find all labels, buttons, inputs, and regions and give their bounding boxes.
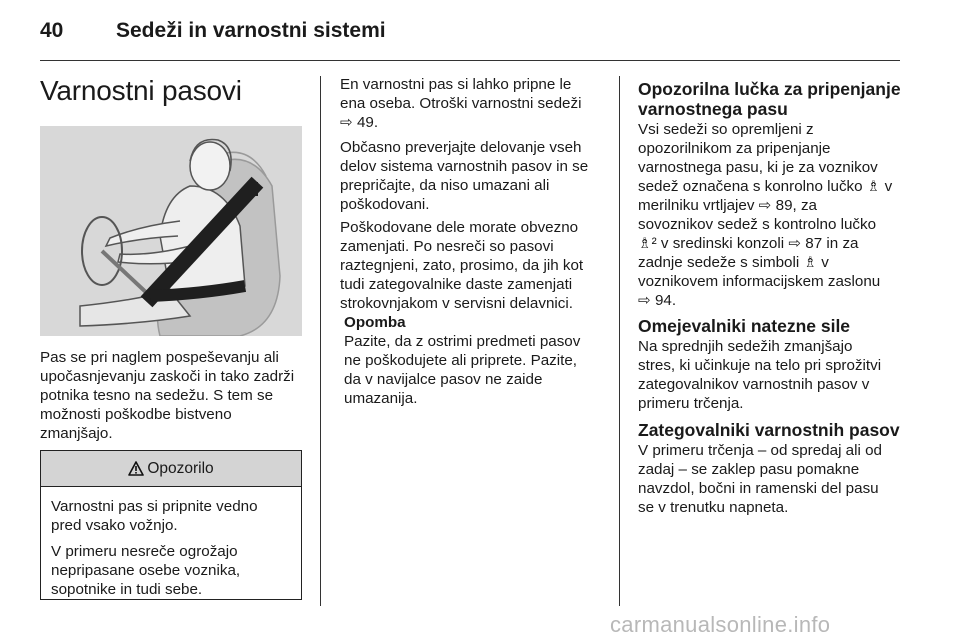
- section-title: Varnostni pasovi: [40, 75, 242, 106]
- note-title: Opomba: [344, 314, 406, 331]
- col2-paragraph-3: Poškodovane dele morate obvezno zamenjati. Po nesreči so pasovi raztegnjeni, zato, prosimo, da jih kot tudi zategovalnike daste zamenjati strokovnjakom v servisni delavnici.: [340, 219, 584, 312]
- seatbelt-driver-illustration: [40, 126, 302, 336]
- warning-text-1: Varnostni pas si pripnite vedno pred vsako vožnjo.: [51, 498, 258, 534]
- heading-pretensioners: Zategovalniki varnostnih pasov: [638, 420, 900, 440]
- heading-force-limiters: Omejevalniki natezne sile: [638, 316, 851, 336]
- heading-belt-warning-lamp: Opozorilna lučka za pripenjanje varnostnega pasu: [638, 79, 901, 119]
- column-divider-1: [320, 76, 321, 606]
- note-text: Pazite, da z ostrimi predmeti pasov ne poškodujete ali priprete. Pazite, da v navijalce pasov ne zaide umazanija.: [344, 333, 581, 407]
- page-number: 40: [40, 19, 64, 42]
- col2-paragraph-1: En varnostni pas si lahko pripne le ena oseba. Otroški varnostni sedeži ⇨ 49.: [340, 76, 582, 131]
- warning-header: [41, 451, 301, 487]
- warning-triangle-icon: [128, 461, 144, 476]
- warning-body: [41, 487, 301, 599]
- pretensioners-paragraph: V primeru trčenja – od spredaj ali od zadaj – se zaklep pasu pomakne navzdol, bočni in ramenski del pasu se v trenutku napneta.: [638, 442, 882, 516]
- warning-title: Opozorilo: [147, 459, 214, 477]
- intro-paragraph: Pas se pri naglem pospeševanju ali upočasnjevanju zaskoči in tako zadrži potnika tesno na sedežu. S tem se možnosti poškodbe bistveno zmanjšajo.: [40, 349, 295, 442]
- belt-warning-paragraph: Vsi sedeži so opremljeni z opozorilnikom za pripenjanje varnostnega pasu, ki je za voznikov sedež označena s konrolno lučko ♗ v merilniku vrtljajev ⇨ 89, za sovoznikov sedež s kontrolno lučko ♗² v sredinski konzoli ⇨ 87 in za zadnje sedeže s simboli ♗ v voznikovem informacijskem zaslonu ⇨ 94.: [638, 121, 893, 309]
- warning-text-2: V primeru nesreče ogrožajo nepripasane osebe voznika, sopotnike in tudi sebe.: [51, 543, 241, 598]
- col2-paragraph-2: Občasno preverjajte delovanje vseh delov sistema varnostnih pasov in se prepričajte, da niso umazani ali poškodovani.: [340, 139, 589, 213]
- seatbelt-illustration-svg: [40, 126, 302, 336]
- running-header: Sedeži in varnostni sistemi: [116, 19, 386, 42]
- force-limiters-paragraph: Na sprednjih sedežih zmanjšajo stres, ki učinkuje na telo pri sprožitvi zategovalnikov varnostnih pasov v primeru trčenja.: [638, 338, 882, 412]
- header-rule: [40, 60, 900, 61]
- warning-box: [40, 450, 302, 600]
- watermark: carmanualsonline.info: [610, 612, 831, 637]
- column-divider-2: [619, 76, 620, 606]
